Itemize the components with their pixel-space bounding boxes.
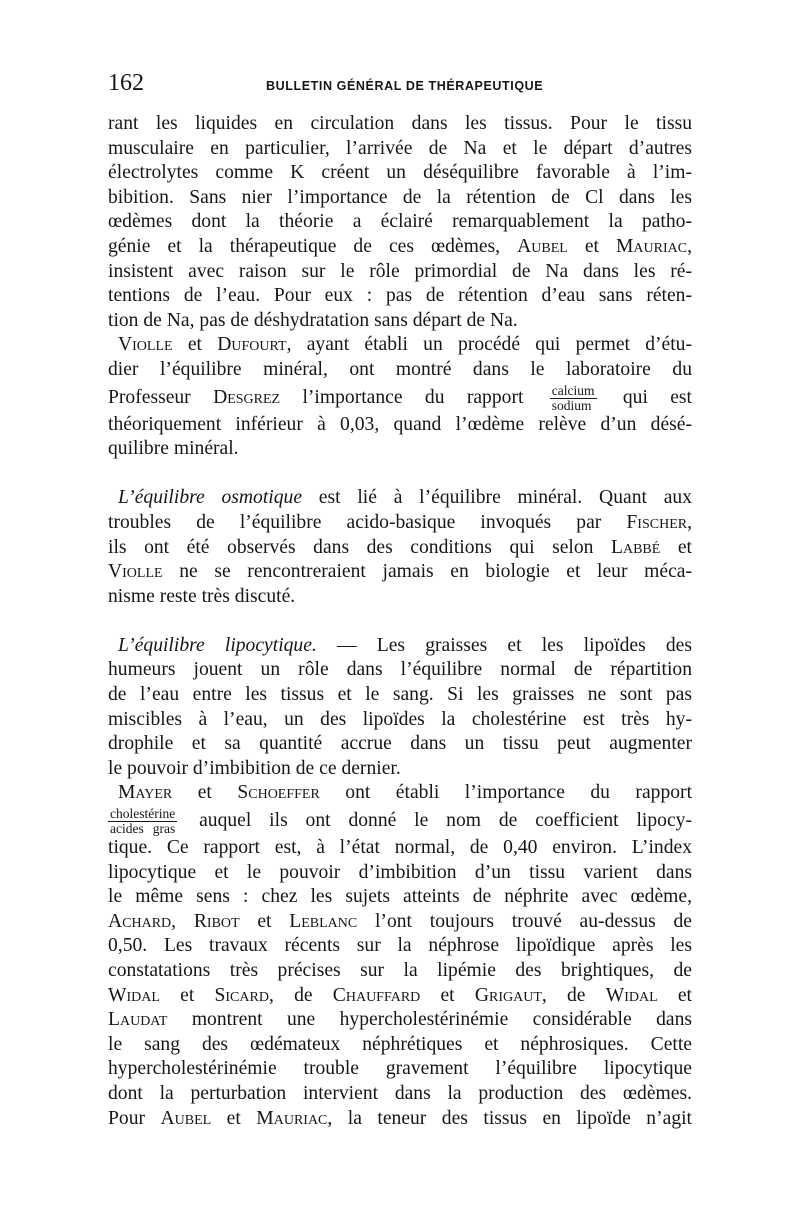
- text-line: œdèmes dont la théorie a éclairé remarquablement la patho-: [108, 211, 692, 233]
- text-line: bibition. Sans nier l’importance de la rétention de Cl dans les: [108, 186, 692, 208]
- text-line: humeurs jouent un rôle dans l’équilibre normal de répartition: [108, 659, 692, 681]
- author-name: Mayer: [118, 782, 173, 804]
- text-line: L’équilibre osmotique est lié à l’équilibre minéral. Quant aux: [118, 487, 692, 509]
- text-line: Widal et Sicard, de Chauffard et Grigaut, de Widal et: [108, 984, 692, 1006]
- text-line: tentions de l’eau. Pour eux : pas de rétention d’eau sans réten-: [108, 285, 692, 307]
- author-name: Grigaut: [474, 984, 542, 1006]
- author-name: Labbé: [610, 536, 661, 558]
- paragraph-gap: [108, 609, 692, 634]
- section-title: L’équilibre lipocytique.: [118, 634, 317, 656]
- text-line: nisme reste très discuté.: [108, 585, 296, 607]
- author-name: Sicard: [214, 984, 269, 1006]
- ratio-calcium-sodium: [550, 384, 597, 413]
- text-line: lipocytique et le pouvoir d’imbibition d’un tissu varient dans: [108, 861, 692, 883]
- text-line: le sang des œdémateux néphrétiques et néphrosiques. Cette: [108, 1033, 692, 1055]
- text-line: Laudat montrent une hypercholestérinémie considérable dans: [108, 1009, 692, 1031]
- text-line: troubles de l’équilibre acido-basique invoqués par Fischer,: [108, 511, 692, 533]
- text-line: de l’eau entre les tissus et le sang. Si les graisses ne sont pas: [108, 684, 692, 706]
- author-name: Ribot: [193, 910, 240, 932]
- text-line: quilibre minéral.: [108, 438, 239, 460]
- text-line: Violle ne se rencontreraient jamais en biologie et leur méca-: [108, 561, 692, 583]
- text-line: Professeur Desgrez l’importance du rapport $\frac{\text{calcium}}{\text{sodium}}$ qui est: [108, 382, 692, 413]
- author-name: Aubel: [160, 1107, 212, 1129]
- author-name: Chauffard: [332, 984, 421, 1006]
- author-name: Widal: [605, 984, 658, 1006]
- author-name: Fischer: [626, 511, 688, 533]
- text-line: génie et la thérapeutique de ces œdèmes, Aubel et Mauriac,: [108, 235, 692, 257]
- text-line: électrolytes comme K créent un déséquilibre favorable à l’im-: [108, 162, 692, 184]
- text-line: théoriquement inférieur à 0,03, quand l’œdème relève d’un désé-: [108, 413, 692, 435]
- text-line: Pour Aubel et Mauriac, la teneur des tissus en lipoïde n’agit: [108, 1107, 693, 1129]
- text-line: dier l’équilibre minéral, ont montré dans le laboratoire du: [108, 358, 692, 380]
- text-line: tique. Ce rapport est, à l’état normal, de 0,40 environ. L’index: [108, 837, 692, 859]
- text-line: Mayer et Schoeffer ont établi l’importance du rapport: [118, 782, 693, 804]
- text-line: ils ont été observés dans des conditions qui selon Labbé et: [108, 536, 692, 558]
- fraction-numerator: calcium: [551, 382, 595, 398]
- author-name: Aubel: [517, 235, 568, 257]
- running-title: BULLETIN GÉNÉRAL DE THÉRAPEUTIQUE: [266, 79, 544, 93]
- text-line: 0,50. Les travaux récents sur la néphrose lipoïdique après les: [108, 935, 692, 957]
- text-line: dont la perturbation intervient dans la production des œdèmes.: [108, 1082, 692, 1104]
- fraction-denominator: sodium: [551, 397, 592, 413]
- author-name: Schoeffer: [237, 782, 320, 804]
- author-name: Desgrez: [213, 386, 281, 408]
- section-title: L’équilibre osmotique: [118, 487, 303, 509]
- page-header: [108, 70, 692, 100]
- author-name: Laudat: [108, 1009, 168, 1031]
- text-line: L’équilibre lipocytique. — Les graisses et les lipoïdes des: [118, 634, 692, 656]
- author-name: Mauriac: [256, 1107, 328, 1129]
- text-line: constatations très précises sur la lipémie des brightiques, de: [108, 960, 692, 981]
- author-name: Violle: [118, 334, 173, 356]
- text-line: miscibles à l’eau, un des lipoïdes la cholestérine est très hy-: [108, 708, 692, 730]
- paragraph-gap: [108, 462, 692, 487]
- fraction-denominator: acides gras: [110, 821, 176, 837]
- fraction-numerator: cholestérine: [110, 806, 176, 822]
- text-line: musculaire en particulier, l’arrivée de Na et le départ d’autres: [108, 137, 692, 159]
- author-name: Dufourt: [217, 334, 287, 356]
- text-line: le pouvoir d’imbibition de ce dernier.: [108, 757, 401, 779]
- text-line: rant les liquides en circulation dans les tissus. Pour le tissu: [108, 113, 692, 134]
- text-line: Achard, Ribot et Leblanc l’ont toujours trouvé au-dessus de: [108, 910, 693, 932]
- author-name: Leblanc: [289, 910, 358, 932]
- text-line: le même sens : chez les sujets atteints de néphrite avec œdème,: [108, 886, 692, 908]
- text-line: hypercholestérinémie trouble gravement l’équilibre lipocytique: [108, 1058, 692, 1080]
- body-text: [108, 112, 692, 1131]
- text-line: $\frac{\text{cholestérine}}{\text{acides gras}}$ auquel ils ont donné le nom de coefficient lipocy-: [110, 806, 692, 837]
- author-name: Achard: [108, 910, 172, 932]
- text-line: insistent avec raison sur le rôle primordial de Na dans les ré-: [108, 260, 692, 282]
- text-line: drophile et sa quantité accrue dans un tissu peut augmenter: [108, 733, 692, 755]
- author-name: Violle: [108, 561, 163, 583]
- ratio-cholesterine-acides-gras: [108, 807, 177, 836]
- author-name: Mauriac: [616, 235, 688, 257]
- text-line: tion de Na, pas de déshydratation sans départ de Na.: [108, 309, 518, 331]
- author-name: Widal: [108, 984, 160, 1006]
- page-number: 162: [108, 70, 144, 96]
- text-line: Violle et Dufourt, ayant établi un procédé qui permet d’étu-: [118, 334, 693, 356]
